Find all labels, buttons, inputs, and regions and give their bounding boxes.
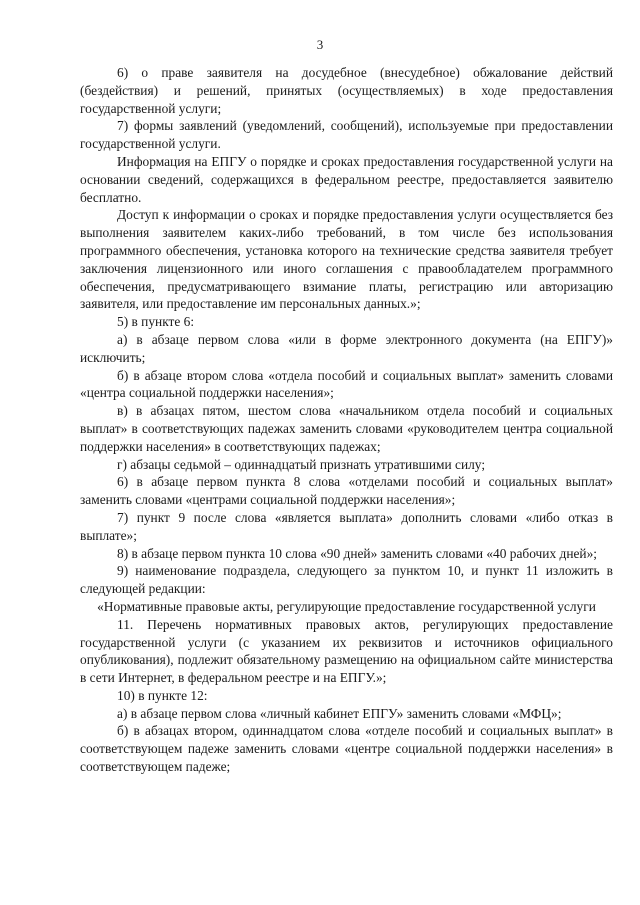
- paragraph-amend-8: 8) в абзаце первом пункта 10 слова «90 дней» заменить словами «40 рабочих дней»;: [117, 545, 598, 561]
- paragraph-item-6: 6) о праве заявителя на досудебное (внесудебное) обжалование действий (бездействия) и решений, принятых (осуществляемых) в ходе предоставления государственной услуги;: [80, 65, 613, 116]
- paragraph-amend-6: 6) в абзаце первом пункта 8 слова «отделами пособий и социальных выплат» заменить словами «центрами социальной поддержки населения»;: [80, 474, 613, 508]
- paragraph-item-7: 7) формы заявлений (уведомлений, сообщений), используемые при предоставлении государственной услуги.: [80, 118, 613, 152]
- paragraph-item-11: 11. Перечень нормативных правовых актов, регулирующих предоставление государственной услуги (с указанием их реквизитов и источников официального опубликования), подлежит обязательному размещению на официальном сайте министерства в сети Интернет, в федеральном реестре и на ЕПГУ.»;: [80, 616, 613, 686]
- paragraph-amend-10: 10) в пункте 12:: [117, 687, 208, 703]
- paragraph-amend-5: 5) в пункте 6:: [117, 314, 195, 330]
- document-body: [80, 64, 613, 776]
- page-number: 3: [316, 37, 324, 52]
- paragraph-amend-5v: в) в абзацах пятом, шестом слова «начальником отдела пособий и социальных выплат» в соответствующих падежах заменить словами «руководителем центра социальной поддержки населения» в соответствующих падежах;: [80, 403, 613, 454]
- paragraph-amend-5b: б) в абзаце втором слова «отдела пособий и социальных выплат» заменить словами «центра социальной поддержки населения»;: [80, 367, 613, 401]
- paragraph-access-info: Доступ к информации о сроках и порядке предоставления услуги осуществляется без выполнения заявителем каких-либо требований, в том числе без использования программного обеспечения, установка которого на технические средства заявителя требует заключения лицензионного или иного соглашения с правообладателем программного обеспечения, предусматривающего взимание платы, регистрацию или авторизацию заявителя, или предоставление им персональных данных.»;: [80, 207, 613, 312]
- paragraph-amend-10b: б) в абзацах втором, одиннадцатом слова «отделе пособий и социальных выплат» в соответствующем падеже заменить словами «центре социальной поддержки населения» в соответствующем падеже;: [80, 723, 613, 775]
- paragraph-amend-10a: а) в абзаце первом слова «личный кабинет ЕПГУ» заменить словами «МФЦ»;: [117, 705, 562, 721]
- subsection-heading: «Нормативные правовые акты, регулирующие предоставление государственной услуги: [97, 598, 596, 614]
- paragraph-amend-5a: а) в абзаце первом слова «или в форме электронного документа (на ЕПГУ)» исключить;: [80, 331, 613, 365]
- paragraph-amend-9: 9) наименование подраздела, следующего за пунктом 10, и пункт 11 изложить в следующей редакции:: [80, 563, 613, 597]
- paragraph-amend-5g: г) абзацы седьмой – одиннадцатый признать утратившими силу;: [117, 456, 486, 472]
- paragraph-amend-7: 7) пункт 9 после слова «является выплата» дополнить словами «либо отказ в выплате»;: [80, 509, 613, 543]
- paragraph-epgu-info: Информация на ЕПГУ о порядке и сроках предоставления государственной услуги на основании сведений, содержащихся в федеральном реестре, предоставляется заявителю бесплатно.: [80, 153, 613, 205]
